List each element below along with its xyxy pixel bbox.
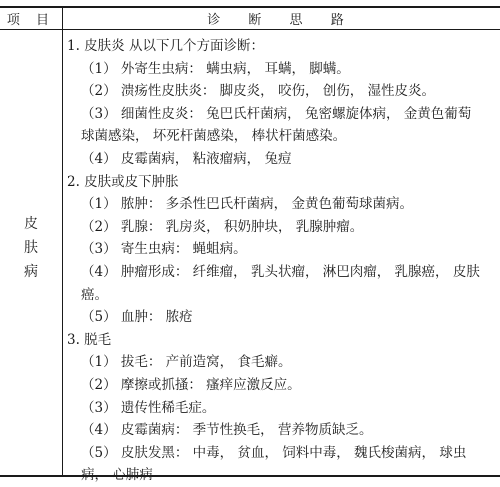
header-item: 项 目 bbox=[6, 13, 56, 28]
item-continuation: 球菌感染， 坏死杆菌感染， 棒状杆菌感染。 bbox=[81, 128, 347, 145]
section-heading: 2. 皮肤或皮下肿胀 bbox=[67, 173, 179, 190]
list-item: （3） 遗传性稀毛症。 bbox=[81, 399, 216, 416]
list-item: （2） 溃疡性皮肤炎： 脚皮炎， 咬伤， 创伤， 湿性皮炎。 bbox=[81, 83, 436, 100]
diagnosis-content bbox=[67, 35, 495, 487]
section-heading: 1. 皮肤炎 从以下几个方面诊断： bbox=[67, 38, 264, 54]
item-continuation: 病， 心肺病 bbox=[81, 467, 153, 484]
list-item: （1） 脓肿： 多杀性巴氏杆菌病， 金黄色葡萄球菌病。 bbox=[81, 196, 413, 213]
list-item: （4） 肿瘤形成： 纤维瘤， 乳头状瘤， 淋巴肉瘤， 乳腺癌， 皮肤 bbox=[81, 263, 480, 280]
category-char: 病 bbox=[24, 264, 38, 280]
list-item: （1） 外寄生虫病： 螨虫病， 耳螨， 脚螨。 bbox=[81, 60, 350, 77]
list-item: （1） 拔毛： 产前造窝， 食毛癖。 bbox=[81, 354, 292, 371]
category-char: 皮 bbox=[24, 216, 38, 232]
list-item: （4） 皮霉菌病， 粘液瘤病， 兔痘 bbox=[81, 150, 292, 167]
list-item: （5） 血肿： 脓疮 bbox=[81, 309, 193, 326]
table-header-rule bbox=[0, 29, 500, 30]
category-label bbox=[0, 212, 62, 284]
list-item: （3） 寄生虫病： 蝇蛆病。 bbox=[81, 241, 247, 258]
section-heading: 3. 脱毛 bbox=[67, 331, 112, 348]
header-diagnosis: 诊 断 思 路 bbox=[207, 13, 356, 28]
category-char: 肤 bbox=[24, 240, 38, 256]
list-item: （3） 细菌性皮炎： 兔巴氏杆菌病， 兔密螺旋体病， 金黄色葡萄 bbox=[81, 105, 472, 122]
table-column-divider bbox=[62, 6, 63, 477]
list-item: （4） 皮霉菌病： 季节性换毛， 营养物质缺乏。 bbox=[81, 422, 373, 439]
list-item: （2） 乳腺： 乳房炎， 积奶肿块， 乳腺肿瘤。 bbox=[81, 218, 364, 235]
list-item: （2） 摩擦或抓搔： 瘙痒应激反应。 bbox=[81, 376, 301, 393]
list-item: （5） 皮肤发黑： 中毒， 贫血， 饲料中毒， 魏氏梭菌病， 球虫 bbox=[81, 444, 467, 461]
item-continuation: 癌。 bbox=[81, 286, 108, 303]
